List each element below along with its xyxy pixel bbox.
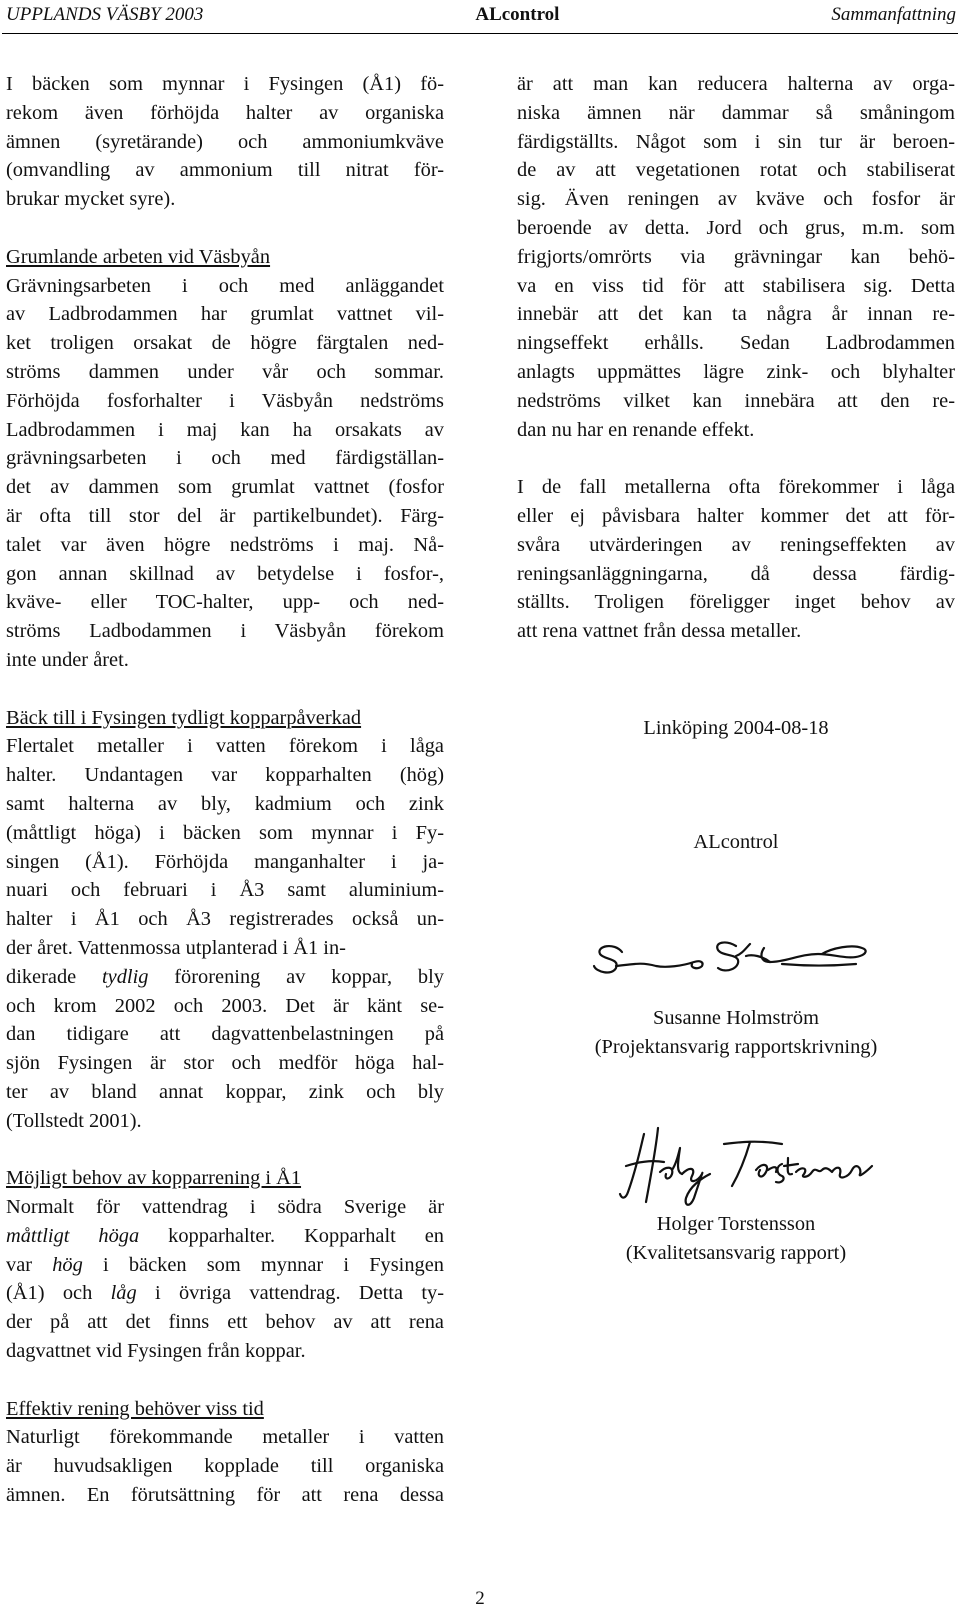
text-line: nuari och februari i Å3 samt aluminium-: [6, 879, 444, 902]
text-line: innebär att det kan ta några år innan re-: [517, 303, 955, 326]
handwritten-signature-icon: [586, 926, 886, 986]
text-run: (Å1) och: [6, 1282, 111, 1305]
text-line: de av att vegetationen rotat och stabiliserat: [517, 159, 955, 182]
text-line: är att man kan reducera halterna av orga-: [517, 73, 955, 95]
text-line: dan nu har en renande effekt.: [517, 418, 755, 441]
right-column: [517, 70, 955, 675]
handwritten-signature-icon: [586, 1122, 886, 1212]
signer-role: (Kvalitetsansvarig rapport): [625, 1242, 847, 1264]
text-line: [6, 1251, 444, 1280]
signature-2: [520, 1122, 952, 1212]
signer-role: (Projektansvarig rapportskrivning): [594, 1036, 878, 1058]
text-line: Flertalet metaller i vatten förekom i låga: [6, 735, 444, 758]
section-body-c: [6, 992, 444, 1136]
text-line: halter i Å1 och Å3 registrerades också un-: [6, 908, 444, 931]
section-body: [6, 1308, 444, 1366]
text-line: frigjorts/omrörts via grävningar kan behö-: [517, 245, 955, 268]
section-grumlande-arbeten: [6, 243, 444, 675]
text-line: ämnen. En förutsättning för att rena dessa: [6, 1484, 444, 1507]
text-line: anlagts uppmättes lägre zink- och blyhalter: [517, 360, 955, 383]
header-company: ALcontrol: [475, 3, 560, 25]
text-line: dan tidigare att dagvattenbelastningen på: [6, 1023, 444, 1046]
section-heading: Möjligt behov av kopparrening i Å1: [6, 1167, 302, 1190]
section-heading: Effektiv rening behöver viss tid: [6, 1397, 264, 1420]
text-line: I de fall metallerna ofta förekommer i låga: [517, 476, 955, 499]
company-name: ALcontrol: [693, 831, 779, 853]
place-date: Linköping 2004-08-18: [643, 717, 829, 739]
text-line: [6, 1279, 444, 1308]
section-body: [6, 272, 444, 675]
page-header: [2, 0, 958, 34]
section-koppar-fysingen: [6, 704, 444, 1136]
text-line: Naturligt förekommande metaller i vatten: [6, 1426, 444, 1449]
text-run: förorening av koppar, bly: [148, 965, 444, 988]
text-line: inte under året.: [6, 648, 129, 671]
text-line: [6, 1222, 444, 1251]
text-line: ningseffekt erhålls. Sedan Ladbrodammen: [517, 332, 955, 355]
paragraph-metaller-laga-halter: [517, 473, 955, 646]
section-body: [6, 1423, 444, 1509]
text-line: av Ladbrodammen har grumlat vattnet vil-: [6, 303, 444, 326]
text-line: dagvattnet vid Fysingen från koppar.: [6, 1340, 306, 1363]
text-line: sjön Fysingen är stor och medför höga hal-: [6, 1052, 444, 1075]
text-line: gon annan skillnad av betydelse i fosfor-,: [6, 562, 444, 585]
text-line: Normalt för vattendrag i södra Sverige är: [6, 1196, 444, 1219]
text-line: va en viss tid för att stabilisera sig. Detta: [517, 274, 955, 297]
text-line: och krom 2002 och 2003. Det är känt se-: [6, 994, 444, 1017]
text-line: Grävningsarbeten i och med anläggandet: [6, 274, 444, 297]
text-line: ströms Ladbodammen i Väsbyån förekom: [6, 620, 444, 643]
section-body-a: [6, 732, 444, 962]
section-heading: Grumlande arbeten vid Väsbyån: [6, 245, 271, 268]
text-line: svåra utvärderingen av reningseffekten av: [517, 533, 955, 556]
text-line: att rena vattnet från dessa metaller.: [517, 620, 802, 643]
text-line: reningsanläggningarna, då dessa färdig-: [517, 562, 955, 585]
left-column: [6, 70, 444, 1539]
emphasis: tydlig: [102, 965, 149, 988]
paragraph-dammar-stabilisering: [517, 70, 955, 444]
text-line: beroende av detta. Jord och grus, m.m. som: [517, 216, 955, 239]
text-run: dikerade: [6, 965, 103, 988]
text-line: färdigställts. Något som i sin tur är beroen-: [517, 130, 955, 153]
text-line: (omvandling av ammonium till nitrat för-: [6, 159, 444, 182]
text-line: det av dammen som grumlat vattnet (fosfor: [6, 476, 444, 499]
emphasis: låg: [110, 1282, 137, 1305]
text-line: ställts. Troligen föreligger inget behov av: [517, 591, 955, 614]
text-line: kväve- eller TOC-halter, upp- och ned-: [6, 591, 444, 614]
text-line: samt halterna av bly, kadmium och zink: [6, 792, 444, 815]
text-line: sig. Även reningen av kväve och fosfor är: [517, 188, 955, 211]
text-line: ströms dammen under vår och sommar.: [6, 360, 444, 383]
text-line: rekom även förhöjda halter av organiska: [6, 101, 444, 124]
header-report-title: UPPLANDS VÄSBY 2003: [6, 3, 204, 25]
text-line: [6, 963, 444, 992]
text-line: niska ämnen när dammar så småningom: [517, 101, 955, 124]
text-run: var: [6, 1253, 53, 1276]
signature-1: [520, 926, 952, 986]
text-run: i övriga vattendrag. Detta ty-: [136, 1282, 444, 1305]
section-heading: Bäck till i Fysingen tydligt kopparpåverkad: [6, 706, 362, 729]
text-line: eller ej påvisbara halter kommer det att för-: [517, 504, 955, 527]
text-line: Ladbrodammen i maj kan ha orsakats av: [6, 418, 444, 441]
text-run: kopparhalter. Kopparhalt en: [139, 1224, 444, 1247]
text-line: der året. Vattenmossa utplanterad i Å1 in-: [6, 936, 346, 959]
text-line: är ofta till stor del är partikelbundet). Färg-: [6, 504, 444, 527]
text-line: Förhöjda fosforhalter i Väsbyån nedströms: [6, 389, 444, 412]
text-run: i bäcken som mynnar i Fysingen: [82, 1253, 444, 1276]
text-line: grävningsarbeten i och med färdigställan-: [6, 447, 444, 470]
emphasis: hög: [52, 1253, 83, 1276]
text-line: halter. Undantagen var kopparhalten (hög): [6, 764, 444, 787]
text-line: nedströms vilket kan innebära att den re-: [517, 389, 955, 412]
text-line: (måttligt höga) i bäcken som mynnar i Fy-: [6, 821, 444, 844]
text-line: talet var även högre nedströms i maj. Nå-: [6, 533, 444, 556]
text-line: singen (Å1). Förhöjda manganhalter i ja-: [6, 850, 444, 873]
text-line: brukar mycket syre).: [6, 188, 176, 211]
text-line: I bäcken som mynnar i Fysingen (Å1) fö-: [6, 73, 444, 95]
page-number: 2: [475, 1588, 485, 1609]
emphasis: måttligt höga: [6, 1224, 140, 1247]
text-line: der på att det finns ett behov av att rena: [6, 1311, 444, 1334]
text-line: (Tollstedt 2001).: [6, 1109, 142, 1132]
text-line: ter av bland annat koppar, zink och bly: [6, 1080, 444, 1103]
section-effektiv-rening: [6, 1395, 444, 1510]
section-kopparrening: [6, 1164, 444, 1366]
header-section: Sammanfattning: [831, 3, 956, 25]
signer-1: [520, 1004, 952, 1062]
signer-name: Susanne Holmström: [653, 1007, 819, 1029]
signer-2: [520, 1210, 952, 1268]
text-line: ket troligen orsakat de högre färgtalen ned-: [6, 332, 444, 355]
text-line: ämnen (syretärande) och ammoniumkväve: [6, 130, 444, 153]
signer-name: Holger Torstensson: [656, 1213, 816, 1235]
text-line: är huvudsakligen kopplade till organiska: [6, 1455, 444, 1478]
paragraph-fysingen-organics: [6, 70, 444, 214]
